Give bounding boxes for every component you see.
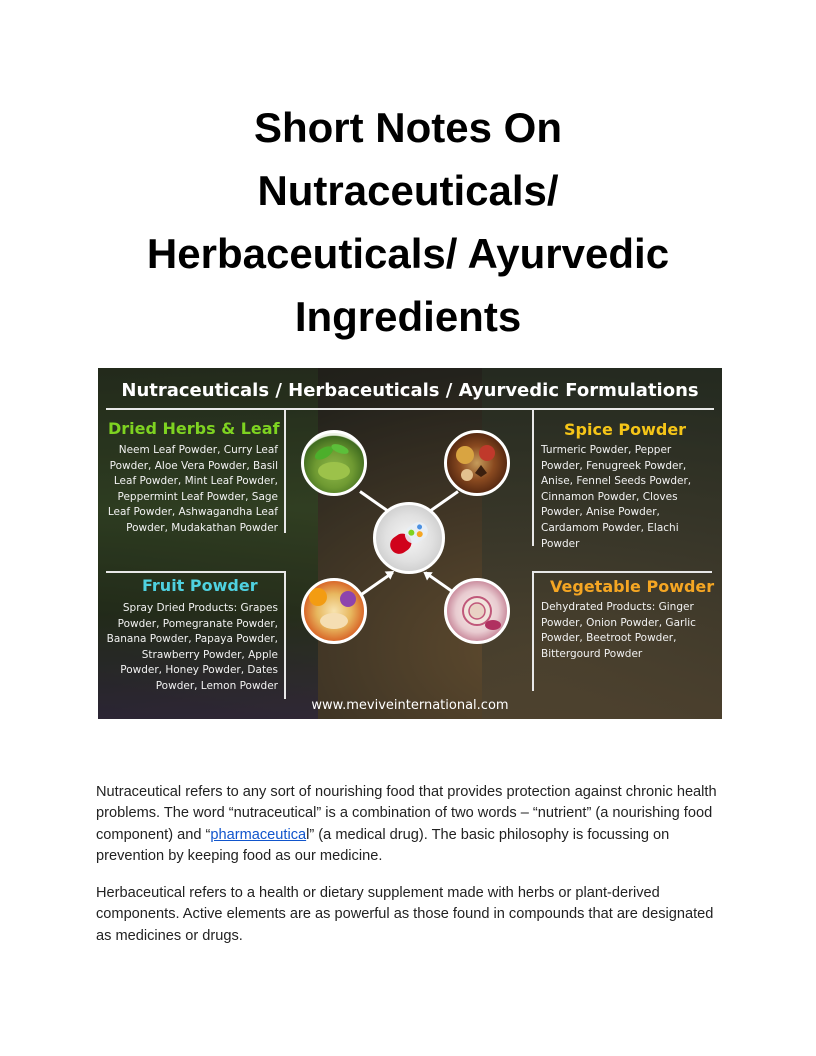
paragraph-nutraceutical: Nutraceutical refers to any sort of nourishing food that provides protection against chronic health problems. The word “nutraceutical” is a combination of two words – “nutrient” (a nourishing food component) and “pharmaceutical” (a medical drug). The basic philosophy is focussing on prevention by keeping food as our medicine. [96,784,717,864]
category-title-spice: Spice Powder [564,420,687,439]
leaf-icon [304,433,364,493]
frame-line [532,408,534,546]
category-title-fruit: Fruit Powder [142,576,258,595]
infographic-title: Nutraceuticals / Herbaceuticals / Ayurvedic Formulations [121,380,699,401]
category-title-vegetable: Vegetable Powder [550,577,715,596]
herb-powder-image [301,430,367,496]
vegetable-icon [447,581,507,641]
spice-icon [447,433,507,493]
category-text-spice: Turmeric Powder, Pepper Powder, Fenugreek Powder, Anise, Fennel Seeds Powder, Cinnamon Powder, Cloves Powder, Anise Powder, Cardamom Powder, Elachi Powder [541,444,692,550]
category-title-herbs: Dried Herbs & Leaf [108,419,280,438]
capsule-icon [376,505,442,571]
frame-line [284,408,286,533]
frame-line [106,408,284,410]
title-line-4: Ingredients [294,293,522,340]
fruit-icon [304,581,364,641]
spice-image [444,430,510,496]
category-text-fruit: Spray Dried Products: Grapes Powder, Pomegranate Powder, Banana Powder, Papaya Powder, Strawberry Powder, Apple Powder, Honey Powder, Dates Powder, Lemon Powder [106,602,278,692]
title-line-2: Nutraceuticals/ [257,167,559,214]
paragraph-herbaceutical: Herbaceutical refers to a health or dietary supplement made with herbs or plant-derived components. Active elements are as powerful as those found in compounds that are designated as medicines or drugs. [96,885,714,944]
pharmaceutical-link[interactable]: pharmaceutica [210,826,307,843]
infographic-image [98,368,722,719]
website-caption: www.meviveinternational.com [311,698,509,713]
category-text-vegetable: Dehydrated Products: Ginger Powder, Onion Powder, Garlic Powder, Beetroot Powder, Bittergourd Powder [541,601,696,660]
fruit-powder-image [301,578,367,644]
category-text-herbs: Neem Leaf Powder, Curry Leaf Powder, Aloe Vera Powder, Basil Leaf Powder, Mint Leaf Powder, Peppermint Leaf Powder, Sage Leaf Powder, Ashwagandha Leaf Powder, Mudakathan Powder [107,444,278,534]
vegetable-powder-image [444,578,510,644]
frame-line [106,571,286,573]
page-title [96,96,720,348]
title-line-3: Herbaceuticals/ Ayurvedic [146,230,670,277]
frame-line [532,571,712,573]
title-line-1: Short Notes On [253,104,562,151]
frame-line [532,571,534,691]
frame-line [284,571,286,699]
capsule-image [373,502,445,574]
